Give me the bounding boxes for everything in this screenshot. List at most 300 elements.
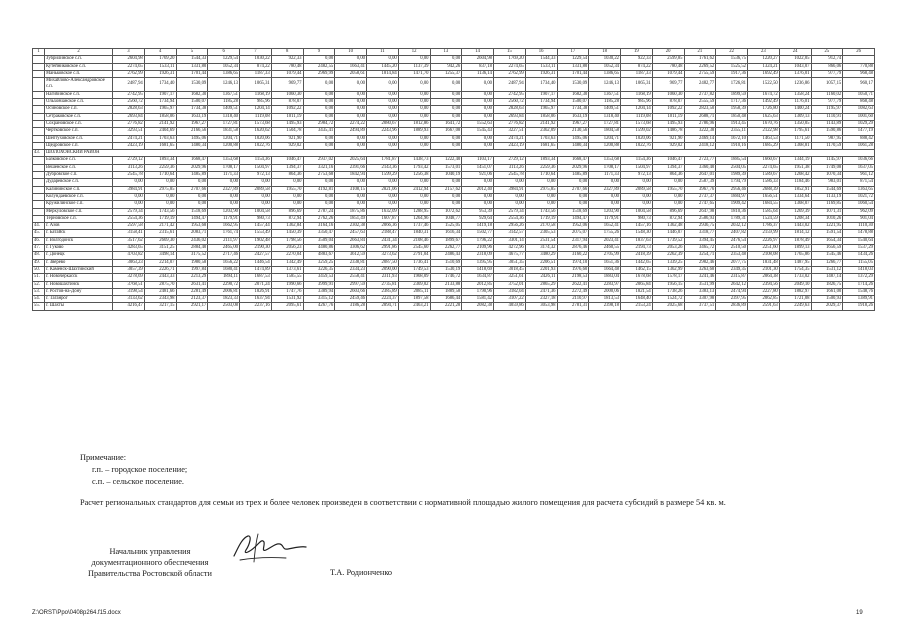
value-cell: 1884,97 xyxy=(716,193,748,200)
value-cell: 1020,06 xyxy=(621,135,653,142)
value-cell: 2355,11 xyxy=(716,128,748,135)
value-cell: 1980,58 xyxy=(176,259,208,266)
value-cell: 2369,02 xyxy=(398,281,430,288)
value-cell: 3053,98 xyxy=(525,303,557,310)
value-cell: 1145,97 xyxy=(811,157,843,164)
value-cell: 2353,48 xyxy=(716,252,748,259)
value-cell: 1462,15 xyxy=(621,266,653,273)
value-cell: 2053,26 xyxy=(652,245,684,252)
value-cell: 0,00 xyxy=(367,142,399,149)
value-cell: 2474,21 xyxy=(494,135,526,142)
value-cell: 2194,73 xyxy=(621,245,653,252)
value-cell: 1795,61 xyxy=(779,128,811,135)
value-cell: 2481,66 xyxy=(144,288,176,295)
row-number: 48. xyxy=(33,252,45,259)
value-cell: 0,00 xyxy=(525,179,557,186)
value-cell: 0,00 xyxy=(208,201,240,208)
value-cell: 0,00 xyxy=(303,56,335,63)
row-number xyxy=(33,78,45,92)
table-row xyxy=(33,266,875,273)
column-number: 14 xyxy=(462,49,494,56)
column-number: 5 xyxy=(176,49,208,56)
value-cell: 2109,96 xyxy=(462,245,494,252)
value-cell: 2159,99 xyxy=(748,230,780,237)
value-cell: 1434,26 xyxy=(843,252,875,259)
value-cell: 2554,36 xyxy=(113,215,145,222)
value-cell: 3517,62 xyxy=(113,237,145,244)
value-cell: 1632,09 xyxy=(367,208,399,215)
value-cell: 3435,41 xyxy=(303,128,335,135)
value-cell: 0,00 xyxy=(208,179,240,186)
value-cell: 1875,86 xyxy=(335,208,367,215)
value-cell: 2503,08 xyxy=(208,303,240,310)
value-cell: 1418,03 xyxy=(843,266,875,273)
value-cell: 1668,47 xyxy=(176,157,208,164)
value-cell: 1221,95 xyxy=(811,223,843,230)
value-cell: 2000,06 xyxy=(589,288,621,295)
value-cell: 1187,33 xyxy=(240,70,272,77)
signer-title-line2: документационного обеспечения xyxy=(91,558,209,567)
value-cell: 2141,92 xyxy=(144,120,176,127)
value-cell: 1685,29 xyxy=(748,142,780,149)
value-cell: 2334,23 xyxy=(335,266,367,273)
value-cell: 922,33 xyxy=(621,56,653,63)
value-cell: 1030,22 xyxy=(240,56,272,63)
value-cell: 874,22 xyxy=(240,63,272,70)
value-cell: 1670,76 xyxy=(748,120,780,127)
value-cell: 1171,33 xyxy=(208,172,240,179)
value-cell: 1353,68 xyxy=(208,157,240,164)
value-cell: 1082,63 xyxy=(843,106,875,113)
value-cell: 1052,34 xyxy=(208,63,240,70)
value-cell: 1362,48 xyxy=(652,223,684,230)
value-cell: 0,00 xyxy=(462,91,494,98)
value-cell: 2579,34 xyxy=(494,208,526,215)
value-cell: 2108,46 xyxy=(398,237,430,244)
value-cell: 2111,97 xyxy=(208,237,240,244)
value-cell: 1204,14 xyxy=(621,106,653,113)
value-cell: 2723,77 xyxy=(684,157,716,164)
table-header-row xyxy=(33,49,875,56)
value-cell: 2049,10 xyxy=(779,281,811,288)
value-cell: 0,00 xyxy=(113,179,145,186)
value-cell: 2921,17 xyxy=(176,303,208,310)
value-cell: 2281,49 xyxy=(176,288,208,295)
value-cell: 2157,62 xyxy=(430,186,462,193)
row-number: 51. xyxy=(33,274,45,281)
value-cell: 2123,37 xyxy=(176,296,208,303)
value-cell: 0,00 xyxy=(367,113,399,120)
row-number xyxy=(33,157,45,164)
column-number: 1 xyxy=(33,49,45,56)
value-cell: 2412,94 xyxy=(398,186,430,193)
column-number: 4 xyxy=(144,49,176,56)
value-cell: 1893,34 xyxy=(525,157,557,164)
row-number xyxy=(33,208,45,215)
column-number: 25 xyxy=(811,49,843,56)
value-cell: 0,00 xyxy=(144,179,176,186)
value-cell: 1373,61 xyxy=(271,266,303,273)
row-number: 55. xyxy=(33,303,45,310)
value-cell: 0,00 xyxy=(335,179,367,186)
value-cell: 3360,40 xyxy=(684,164,716,171)
settlement-name: г. Шахты xyxy=(45,303,113,310)
value-cell: 1573,01 xyxy=(430,164,462,171)
value-cell: 2603,66 xyxy=(335,288,367,295)
value-cell: 1530,09 xyxy=(557,78,589,92)
settlement-name: Терновское с.п. xyxy=(45,215,113,222)
value-cell: 1204,71 xyxy=(589,135,621,142)
value-cell: 3531,99 xyxy=(684,281,716,288)
value-cell: 2558,41 xyxy=(335,274,367,281)
value-cell: 1386,65 xyxy=(589,70,621,77)
value-cell: 2259,36 xyxy=(144,164,176,171)
value-cell: 1487,14 xyxy=(811,274,843,281)
value-cell: 1719,19 xyxy=(525,215,557,222)
value-cell: 1680,41 xyxy=(208,266,240,273)
table-row xyxy=(33,237,875,244)
value-cell: 2443,33 xyxy=(144,274,176,281)
value-cell: 1531,12 xyxy=(811,266,843,273)
table-row xyxy=(33,288,875,295)
value-cell: 2089,58 xyxy=(621,186,653,193)
value-cell: 1858,06 xyxy=(144,113,176,120)
value-cell: 2579,34 xyxy=(113,208,145,215)
value-cell: 1268,42 xyxy=(779,172,811,179)
value-cell: 1394,37 xyxy=(652,164,684,171)
value-cell: 0,00 xyxy=(335,56,367,63)
value-cell: 2688,71 xyxy=(684,113,716,120)
value-cell: 1907,17 xyxy=(525,91,557,98)
value-cell: 921,90 xyxy=(652,135,684,142)
value-cell: 1545,46 xyxy=(811,252,843,259)
value-cell: 0,00 xyxy=(430,78,462,92)
value-cell: 1010,26 xyxy=(811,215,843,222)
value-cell: 1368,81 xyxy=(779,142,811,149)
settlement-name: Вешенское с.п. xyxy=(45,164,113,171)
value-cell: 1185,28 xyxy=(208,99,240,106)
value-cell: 1885,54 xyxy=(716,157,748,164)
value-cell: 0,00 xyxy=(430,113,462,120)
value-cell: 1620,62 xyxy=(240,128,272,135)
table-row xyxy=(33,201,875,208)
value-cell: 2170,58 xyxy=(525,223,557,230)
value-cell: 1309,13 xyxy=(779,113,811,120)
table-row xyxy=(33,223,875,230)
value-cell: 1530,09 xyxy=(176,78,208,92)
value-cell: 0,00 xyxy=(271,193,303,200)
value-cell: 0,00 xyxy=(462,193,494,200)
value-cell: 0,00 xyxy=(398,106,430,113)
row-number xyxy=(33,201,45,208)
value-cell: 0,00 xyxy=(525,201,557,208)
value-cell: 1790,96 xyxy=(462,288,494,295)
value-cell: 3273,62 xyxy=(367,252,399,259)
value-cell: 912,74 xyxy=(811,56,843,63)
value-cell: 2956,46 xyxy=(716,186,748,193)
value-cell: 1160,02 xyxy=(811,91,843,98)
settlement-name: Кутейниковское с.п. xyxy=(45,63,113,70)
value-cell: 2729,12 xyxy=(113,157,145,164)
value-cell: 2776,82 xyxy=(113,120,145,127)
value-cell: 1070,34 xyxy=(811,172,843,179)
value-cell: 3133,62 xyxy=(113,296,145,303)
value-cell: 1092,22 xyxy=(271,106,303,113)
value-cell: 0,00 xyxy=(367,106,399,113)
table-row xyxy=(33,245,875,252)
value-cell: 1668,47 xyxy=(557,157,589,164)
value-cell: 1394,37 xyxy=(271,164,303,171)
value-cell: 3057,39 xyxy=(113,266,145,273)
value-cell: 2975,85 xyxy=(144,186,176,193)
value-cell: 3254,71 xyxy=(684,252,716,259)
value-cell: 2471,36 xyxy=(525,288,557,295)
value-cell: 1831,48 xyxy=(748,259,780,266)
value-cell: 1246,13 xyxy=(589,78,621,92)
value-cell: 1154,36 xyxy=(240,157,272,164)
value-cell: 2669,30 xyxy=(144,237,176,244)
value-cell: 1046,47 xyxy=(652,157,684,164)
value-cell: 4703,82 xyxy=(113,252,145,259)
value-cell: 2077,75 xyxy=(716,259,748,266)
value-cell: 2274,65 xyxy=(748,164,780,171)
value-cell: 1169,85 xyxy=(811,201,843,208)
value-cell: 2083,71 xyxy=(176,230,208,237)
value-cell: 1092,22 xyxy=(652,106,684,113)
value-cell: 2463,21 xyxy=(398,303,430,310)
value-cell: 2737,37 xyxy=(684,193,716,200)
value-cell: 0,00 xyxy=(303,78,335,92)
value-cell: 2391,66 xyxy=(335,164,367,171)
table-row xyxy=(33,303,875,310)
settlement-name: Сохрановское с.п. xyxy=(45,120,113,127)
value-cell: 2836,89 xyxy=(716,303,748,310)
value-cell: 1103,17 xyxy=(462,157,494,164)
value-cell: 1288,95 xyxy=(398,208,430,215)
value-cell: 2426,11 xyxy=(525,274,557,281)
value-cell: 1368,07 xyxy=(779,201,811,208)
value-cell: 1637,94 xyxy=(240,296,272,303)
value-cell: 1909,42 xyxy=(716,201,748,208)
value-cell: 0,00 xyxy=(335,99,367,106)
value-cell: 0,00 xyxy=(367,56,399,63)
value-cell: 1734,40 xyxy=(525,78,557,92)
settlement-name: г. Азов xyxy=(45,223,113,230)
value-cell: 896,69 xyxy=(271,208,303,215)
value-cell: 1734,94 xyxy=(144,99,176,106)
value-cell: 2058,61 xyxy=(335,70,367,77)
value-cell: 1648,40 xyxy=(621,296,653,303)
settlement-name: г. Батайск xyxy=(45,230,113,237)
row-number: 52. xyxy=(33,281,45,288)
value-cell: 0,00 xyxy=(335,135,367,142)
value-cell: 1907,17 xyxy=(144,91,176,98)
value-cell: 1710,64 xyxy=(144,172,176,179)
value-cell: 1004,58 xyxy=(240,208,272,215)
value-cell: 1917,36 xyxy=(716,70,748,77)
value-cell: 2599,85 xyxy=(652,56,684,63)
value-cell: 1607,87 xyxy=(367,215,399,222)
value-cell: 2143,36 xyxy=(367,164,399,171)
value-cell: 1585,64 xyxy=(748,208,780,215)
column-number: 26 xyxy=(843,49,875,56)
value-cell: 1061,28 xyxy=(843,142,875,149)
value-cell: 0,00 xyxy=(367,201,399,208)
value-cell: 3321,16 xyxy=(303,164,335,171)
value-cell: 0,00 xyxy=(430,106,462,113)
value-cell: 1968,09 xyxy=(398,274,430,281)
row-number xyxy=(33,135,45,142)
row-number xyxy=(33,164,45,171)
value-cell: 0,00 xyxy=(335,201,367,208)
value-cell: 4883,67 xyxy=(303,252,335,259)
value-cell: 1746,72 xyxy=(430,274,462,281)
value-cell: 1500,07 xyxy=(557,99,589,106)
value-cell: 2065,84 xyxy=(621,281,653,288)
value-cell: 969,77 xyxy=(271,78,303,92)
row-number xyxy=(33,91,45,98)
table-section-row xyxy=(33,150,875,157)
value-cell: 2486,43 xyxy=(430,252,462,259)
value-cell: 1020,06 xyxy=(240,135,272,142)
value-cell: 3241,46 xyxy=(684,274,716,281)
value-cell: 1478,88 xyxy=(843,230,875,237)
value-cell: 1974,10 xyxy=(557,259,589,266)
column-number: 6 xyxy=(208,49,240,56)
value-cell: 1446,54 xyxy=(240,259,272,266)
value-cell: 3251,61 xyxy=(494,274,526,281)
value-cell: 2214,07 xyxy=(144,259,176,266)
value-cell: 2213,29 xyxy=(176,274,208,281)
value-cell: 3160,22 xyxy=(557,252,589,259)
value-cell: 1445,20 xyxy=(367,63,399,70)
value-cell: 2982,46 xyxy=(684,259,716,266)
value-cell: 961,12 xyxy=(843,172,875,179)
row-number: 44. xyxy=(33,223,45,230)
value-cell: 3113,26 xyxy=(494,164,526,171)
value-cell: 929,02 xyxy=(652,142,684,149)
value-cell: 2343,98 xyxy=(144,296,176,303)
value-cell: 1495,93 xyxy=(271,120,303,127)
value-cell: 1367,51 xyxy=(589,91,621,98)
value-cell: 3383,13 xyxy=(684,288,716,295)
value-cell: 1137,39 xyxy=(398,63,430,70)
value-cell: 2787,24 xyxy=(303,208,335,215)
value-cell: 921,90 xyxy=(271,135,303,142)
value-cell: 1681,65 xyxy=(144,142,176,149)
value-cell: 2545,78 xyxy=(494,172,526,179)
value-cell: 1681,65 xyxy=(525,142,557,149)
row-number: 45. xyxy=(33,230,45,237)
value-cell: 987,95 xyxy=(811,135,843,142)
value-cell: 0,00 xyxy=(303,113,335,120)
row-number xyxy=(33,128,45,135)
settlement-name: г. Ростов-на-Дону xyxy=(45,288,113,295)
settlement-name: г. Каменск-Шахтинский xyxy=(45,266,113,273)
notes-title: Примечание: xyxy=(80,453,127,462)
column-number: 11 xyxy=(367,49,399,56)
value-cell: 1418,69 xyxy=(462,266,494,273)
value-cell: 1589,67 xyxy=(748,172,780,179)
value-cell: 0,00 xyxy=(589,179,621,186)
value-cell: 0,00 xyxy=(430,179,462,186)
settlement-name: г. Новочеркасск xyxy=(45,274,113,281)
value-cell: 1586,33 xyxy=(748,179,780,186)
row-number xyxy=(33,179,45,186)
value-cell: 2012,85 xyxy=(462,281,494,288)
value-cell: 1136,14 xyxy=(462,70,494,77)
value-cell: 1708,17 xyxy=(208,164,240,171)
value-cell: 1548,30 xyxy=(621,230,653,237)
value-cell: 0,00 xyxy=(303,106,335,113)
value-cell: 1065,31 xyxy=(240,78,272,92)
value-cell: 2025,64 xyxy=(335,157,367,164)
value-cell: 2781,31 xyxy=(557,303,589,310)
value-cell: 0,00 xyxy=(240,201,272,208)
value-cell: 1837,63 xyxy=(621,237,653,244)
value-cell: 1734,94 xyxy=(525,99,557,106)
value-cell: 1878,49 xyxy=(779,237,811,244)
table-row xyxy=(33,113,875,120)
value-cell: 2894,71 xyxy=(367,303,399,310)
value-cell: 2707,66 xyxy=(557,186,589,193)
row-number xyxy=(33,56,45,63)
value-cell: 1590,86 xyxy=(811,128,843,135)
value-cell: 1494,47 xyxy=(176,215,208,222)
value-cell: 780,48 xyxy=(652,63,684,70)
value-cell: 2243,96 xyxy=(367,128,399,135)
value-cell: 1524,59 xyxy=(748,215,780,222)
value-cell: 1079,44 xyxy=(271,70,303,77)
value-cell: 1814,12 xyxy=(779,230,811,237)
value-cell: 3186,28 xyxy=(335,303,367,310)
value-cell: 2023,41 xyxy=(589,237,621,244)
value-cell: 1823,33 xyxy=(208,296,240,303)
value-cell: 4216,47 xyxy=(113,303,145,310)
value-cell: 1633,19 xyxy=(176,113,208,120)
value-cell: 3018,45 xyxy=(494,266,526,273)
value-cell: 3498,14 xyxy=(144,252,176,259)
column-number: 7 xyxy=(240,49,272,56)
value-cell: 2224,37 xyxy=(367,296,399,303)
value-cell: 1200,88 xyxy=(208,142,240,149)
column-number: 3 xyxy=(113,49,145,56)
value-cell: 2482,55 xyxy=(303,63,335,70)
signer-title-line3: Правительства Ростовской области xyxy=(88,569,212,578)
value-cell: 2171,42 xyxy=(144,223,176,230)
value-cell: 1951,38 xyxy=(779,164,811,171)
value-cell: 1474,89 xyxy=(240,266,272,273)
table-row xyxy=(33,281,875,288)
value-cell: 1739,52 xyxy=(652,237,684,244)
value-cell: 3222,38 xyxy=(684,128,716,135)
value-cell: 1386,65 xyxy=(208,70,240,77)
value-cell: 3198,54 xyxy=(113,288,145,295)
value-cell: 2259,36 xyxy=(525,164,557,171)
value-cell: 1477,19 xyxy=(843,128,875,135)
value-cell: 0,00 xyxy=(240,179,272,186)
value-cell: 0,00 xyxy=(208,193,240,200)
table-row xyxy=(33,179,875,186)
value-cell: 1737,46 xyxy=(398,223,430,230)
value-cell: 1487,95 xyxy=(779,259,811,266)
value-cell: 0,00 xyxy=(462,99,494,106)
value-cell: 1814,84 xyxy=(367,70,399,77)
value-cell: 2975,85 xyxy=(525,186,557,193)
value-cell: 1079,44 xyxy=(652,70,684,77)
value-cell: 1022,05 xyxy=(779,56,811,63)
value-cell: 2591,63 xyxy=(748,303,780,310)
